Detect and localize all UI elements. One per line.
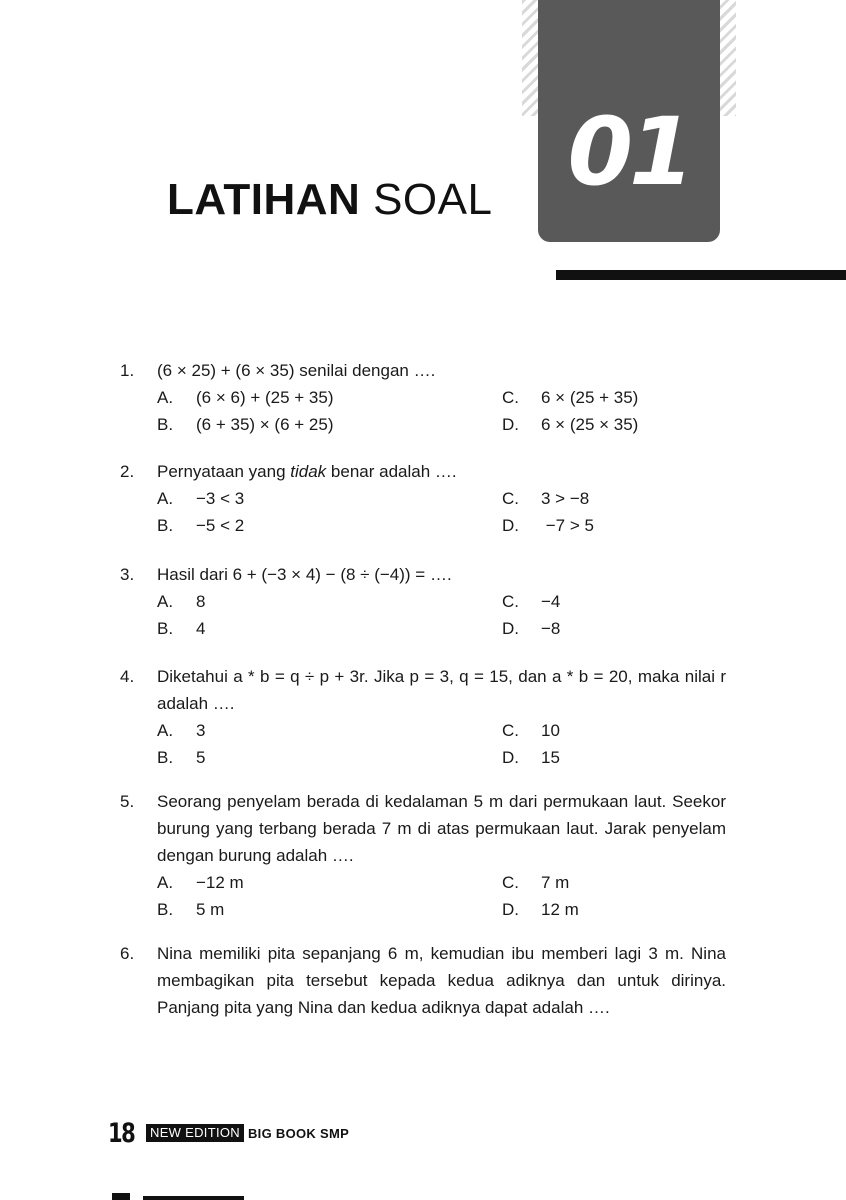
option-text: −12 m <box>196 873 244 892</box>
option-letter: A. <box>157 489 174 508</box>
question-number: 1. <box>120 361 135 380</box>
question-options <box>157 588 726 642</box>
option-d <box>502 744 726 771</box>
question-2 <box>120 458 726 539</box>
option-letter: D. <box>502 619 519 638</box>
option-a <box>157 384 502 411</box>
page-number: 18 <box>108 1117 135 1149</box>
question-text: Hasil dari 6 + (−3 × 4) − (8 ÷ (−4)) = …. <box>157 565 452 584</box>
option-text: 5 <box>196 748 206 767</box>
question-text-part: benar adalah …. <box>326 462 457 481</box>
option-a <box>157 485 502 512</box>
option-letter: A. <box>157 721 174 740</box>
option-c <box>502 384 726 411</box>
option-text: (6 × 6) + (25 + 35) <box>196 388 334 407</box>
question-number: 2. <box>120 462 135 481</box>
option-letter: D. <box>502 516 519 535</box>
option-d <box>502 615 726 642</box>
option-text: 5 m <box>196 900 225 919</box>
footer-fragment <box>112 1193 130 1200</box>
option-d <box>502 896 726 923</box>
option-c <box>502 588 726 615</box>
option-text: 6 × (25 × 35) <box>541 415 639 434</box>
question-number: 5. <box>120 792 135 811</box>
option-letter: B. <box>157 748 174 767</box>
page-title-bold: LATIHAN <box>167 175 361 224</box>
option-text: 6 × (25 + 35) <box>541 388 639 407</box>
question-text-emphasis: tidak <box>290 462 327 481</box>
option-text: 3 > −8 <box>541 489 590 508</box>
option-a <box>157 869 502 896</box>
option-text: 7 m <box>541 873 570 892</box>
option-letter: B. <box>157 415 174 434</box>
option-b <box>157 615 502 642</box>
option-letter: C. <box>502 592 519 611</box>
option-d <box>502 512 726 539</box>
option-c <box>502 717 726 744</box>
option-c <box>502 485 726 512</box>
chapter-number-box <box>538 0 720 242</box>
option-text: (6 + 35) × (6 + 25) <box>196 415 334 434</box>
option-b <box>157 896 502 923</box>
option-letter: C. <box>502 388 519 407</box>
option-letter: B. <box>157 516 174 535</box>
question-1 <box>120 357 726 438</box>
question-5 <box>120 788 726 923</box>
option-letter: D. <box>502 900 519 919</box>
question-text: Seorang penyelam berada di kedalaman 5 m dari permukaan laut. Seekor burung yang terbang berada 7 m di atas permukaan laut. Jarak penyelam dengan burung adalah …. <box>157 792 726 865</box>
option-letter: A. <box>157 388 174 407</box>
option-text: −4 <box>541 592 561 611</box>
question-4 <box>120 663 726 771</box>
option-text: −8 <box>541 619 561 638</box>
chapter-number: 01 <box>567 98 691 207</box>
option-letter: B. <box>157 900 174 919</box>
option-text: 15 <box>541 748 560 767</box>
question-text-part: Pernyataan yang <box>157 462 291 481</box>
option-text: 3 <box>196 721 206 740</box>
option-text: −3 < 3 <box>196 489 245 508</box>
option-letter: C. <box>502 721 519 740</box>
option-text: 8 <box>196 592 206 611</box>
option-letter: D. <box>502 748 519 767</box>
question-6 <box>120 940 726 1021</box>
question-text: (6 × 25) + (6 × 35) senilai dengan …. <box>157 361 436 380</box>
series-name: BIG BOOK SMP <box>247 1125 350 1141</box>
edition-badge: NEW EDITION <box>146 1124 244 1142</box>
option-a <box>157 717 502 744</box>
page-title-light: SOAL <box>373 175 493 224</box>
option-text: 4 <box>196 619 206 638</box>
option-b <box>157 512 502 539</box>
question-text <box>157 458 726 485</box>
footer-fragment <box>143 1196 244 1200</box>
question-text: Nina memiliki pita sepanjang 6 m, kemudian ibu memberi lagi 3 m. Nina membagikan pita tersebut kepada kedua adiknya dan untuk dirinya. Panjang pita yang Nina dan kedua adiknya dapat adalah …. <box>157 944 726 1017</box>
question-options <box>157 869 726 923</box>
question-options <box>157 485 726 539</box>
option-letter: A. <box>157 592 174 611</box>
question-number: 4. <box>120 667 135 686</box>
option-text: −7 > 5 <box>541 516 594 535</box>
question-3 <box>120 561 726 642</box>
option-letter: C. <box>502 873 519 892</box>
question-options <box>157 717 726 771</box>
option-text: 10 <box>541 721 560 740</box>
option-d <box>502 411 726 438</box>
header-divider <box>556 270 846 280</box>
option-a <box>157 588 502 615</box>
option-letter: C. <box>502 489 519 508</box>
question-number: 6. <box>120 944 135 963</box>
option-letter: B. <box>157 619 174 638</box>
option-letter: D. <box>502 415 519 434</box>
question-options <box>157 384 726 438</box>
option-b <box>157 744 502 771</box>
option-b <box>157 411 502 438</box>
option-text: −5 < 2 <box>196 516 245 535</box>
option-letter: A. <box>157 873 174 892</box>
option-text: 12 m <box>541 900 579 919</box>
question-number: 3. <box>120 565 135 584</box>
question-text: Diketahui a * b = q ÷ p + 3r. Jika p = 3, q = 15, dan a * b = 20, maka nilai r adalah …. <box>157 667 726 713</box>
page-footer <box>108 1118 349 1148</box>
option-c <box>502 869 726 896</box>
page-title <box>167 175 493 224</box>
